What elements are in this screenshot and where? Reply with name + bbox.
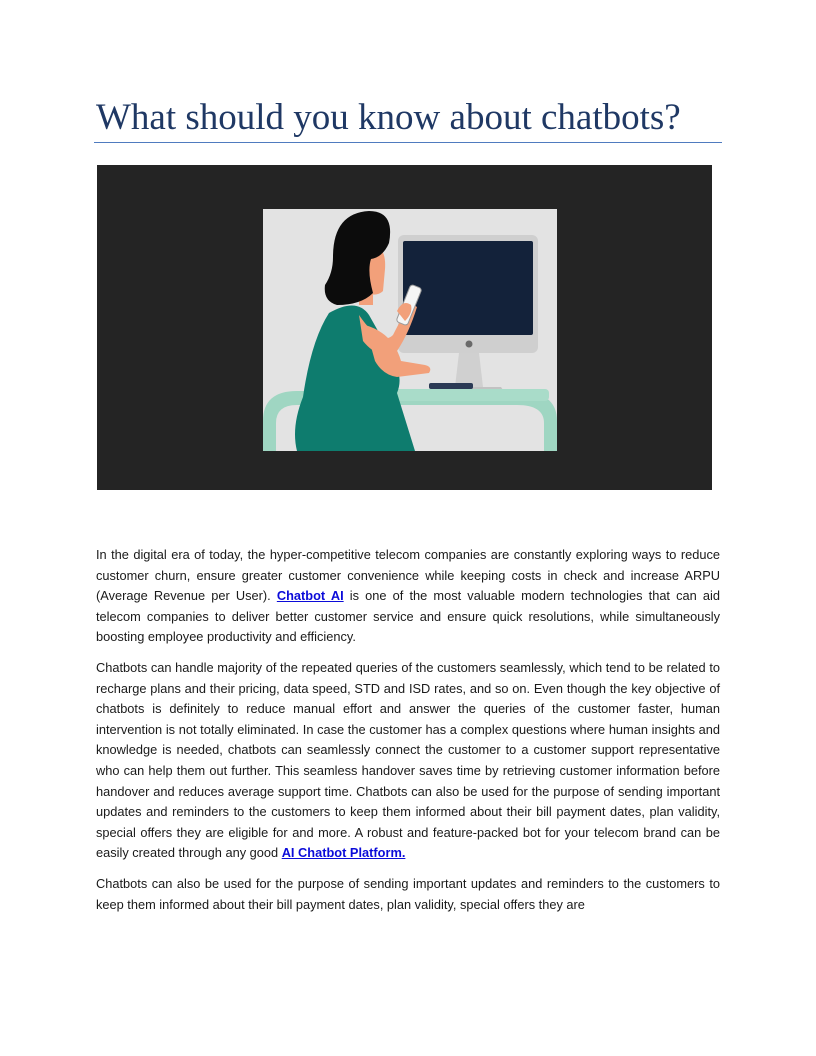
paragraph-1: In the digital era of today, the hyper-competitive telecom companies are constantly exploring ways to reduce customer churn, ensure greater customer convenience while keeping costs in check and increase ARPU (Average Revenue per User). Chatbot AI is one of the most valuable modern technologies that can aid telecom companies to deliver better customer service and ensure quick resolutions, while simultaneously boosting employee productivity and efficiency. [96, 547, 720, 645]
article-body [96, 545, 720, 925]
page-title: What should you know about chatbots? [96, 97, 681, 138]
keyboard-icon [429, 383, 473, 389]
hero-image [97, 165, 712, 490]
title-divider [94, 142, 722, 143]
paragraph-3: Chatbots can also be used for the purpose of sending important updates and reminders to the customers to keep them informed about their bill payment dates, plan validity, special offers they are [96, 875, 720, 912]
chatbot-ai-link[interactable]: Chatbot AI [276, 588, 344, 604]
hero-illustration [97, 165, 712, 490]
paragraph-2: Chatbots can handle majority of the repeated queries of the customers seamlessly, which tend to be related to recharge plans and their pricing, data speed, STD and ISD rates, and so on. Even though the key objective of chatbots is definitely to reduce manual effort and answer the queries of the customer faster, human intervention is not totally eliminated. In case the customer has a complex questions where human insights and knowledge is needed, chatbots can seamlessly connect the customer to a customer support representative who can help them out further. This seamless handover saves time by retrieving customer information before handover and reduces average support time. Chatbots can also be used for the purpose of sending important updates and reminders to the customers to keep them informed about their bill payment dates, plan validity, special offers they are eligible for and more. A robust and feature-packed bot for your telecom brand can be easily created through any good AI Chatbot Platform. [96, 659, 720, 861]
ai-chatbot-platform-link[interactable]: AI Chatbot Platform. [281, 845, 406, 861]
